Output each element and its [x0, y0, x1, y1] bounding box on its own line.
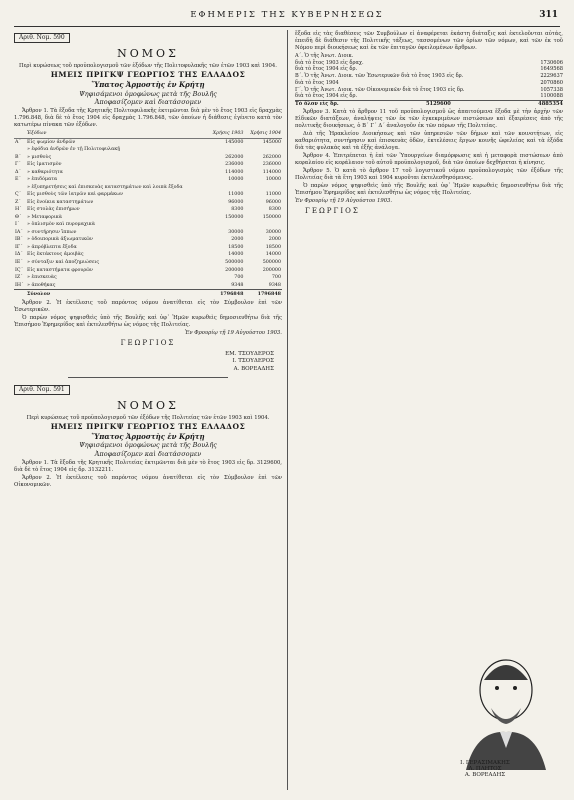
row-label: » ἐφόδια ἀνδρῶν ἐν τῇ Πολιτοφυλακῇ: [27, 147, 121, 153]
budget-row: [14, 229, 282, 237]
calc-row-value: 1057338: [540, 86, 563, 93]
row-value-1903: 2000: [231, 237, 244, 243]
header-col-1904: Χρήσις 1904: [244, 131, 282, 139]
row-value-1903: [207, 222, 245, 230]
row-code: Α´: [15, 139, 21, 145]
article-2: Ἄρθρον 2. Ἡ ἐκτέλεσις τοῦ παρόντος νόμου ἀνατίθεται εἰς τὸν Σύμβουλον ἐπὶ τῶν Οἰκονομικῶν.: [14, 474, 282, 488]
row-code: ΙΓ´: [15, 244, 23, 250]
calc-row-label: Γ´. Ὁ τῆς Ἀνωτ. Διοικ. τῶν Οἰκονομικῶν διὰ τὸ ἔτος 1903 εἰς δρ.: [295, 86, 465, 93]
vote-line: Ψηφισάμενοι ὁμοφώνως μετὰ τῆς Βουλῆς: [79, 441, 217, 450]
closing-formula: Ὁ παρὼν νόμος ψηφισθεὶς ὑπὸ τῆς Βουλῆς καὶ ὑφ᾽ Ἡμῶν κυρωθεὶς δημοσιευθήτω διὰ τῆς Ἐπισήμου Ἐφημερίδος καὶ ἐκτελεσθήτω ὡς νόμος τῆς Πολιτείας.: [295, 182, 563, 196]
gazette-title: ΕΦΗΜΕΡΙΣ ΤΗΣ ΚΥΒΕΡΝΗΣΕΩΣ: [190, 10, 384, 20]
header-col-1903: Χρήσις 1903: [207, 131, 245, 139]
budget-row: [14, 162, 282, 170]
calc-total-1903: 5129600: [426, 100, 451, 107]
row-label: » ἐπιδόματα: [27, 177, 58, 183]
cosigner: Α. ΒΟΡΕΑΔΗΣ: [464, 772, 506, 778]
row-value-1904: [244, 184, 282, 192]
row-value-1903: 200000: [225, 267, 244, 273]
budget-table-header: [14, 131, 282, 139]
royal-signature: ΓΕΩΡΓΙΟΣ: [305, 206, 360, 215]
row-value-1903: 145000: [225, 139, 244, 145]
row-value-1903: [207, 184, 245, 192]
column-divider: [287, 30, 288, 790]
row-value-1903: 700: [234, 275, 244, 281]
row-code: ΙΗ´: [15, 282, 24, 288]
row-value-1904: 8300: [268, 207, 281, 213]
row-code: Θ´: [15, 214, 22, 220]
row-value-1903: 11000: [228, 192, 244, 198]
budget-row: [14, 252, 282, 260]
row-label: Εἰς ἐνοίκια καταστημάτων: [27, 199, 94, 205]
article-4: Ἄρθρον 4. Ἐπιτρέπεται ἡ ἐπὶ τῶν Ὑπουργείων διαμόρφωσις καὶ ἡ μεταφορὰ πιστώσεων ἀπὸ κεφαλαίου εἰς κεφάλαιον τοῦ αὐτοῦ προϋπολογισμοῦ, διὰ τῶν ὁποίων δεχθήσεται ἡ κίνησις.: [295, 152, 563, 166]
row-label: » σύνταξιν καὶ ἀποζημιώσεις: [27, 260, 100, 265]
row-value-1904: 150000: [262, 214, 281, 220]
row-value-1903: 500000: [225, 260, 244, 265]
row-label: Εἰς μισθοὺς τῶν ἰατρῶν καὶ φαρμάκων: [27, 192, 123, 198]
law-subtitle: Περὶ κυρώσεως τοῦ προϋπολογισμοῦ τῶν ἐξόδων τῆς Πολιτοφυλακῆς τῶν ἐτῶν 1903 καὶ 1904.: [19, 63, 277, 70]
law-subtitle: Περὶ κυρώσεως τοῦ προϋπολογισμοῦ τῶν ἐξόδων τῆς Πολιτείας τῶν ἐτῶν 1903 καὶ 1904.: [26, 415, 270, 422]
row-value-1904: 236000: [262, 162, 281, 168]
portrait-illustration: [456, 640, 556, 770]
row-code: [14, 147, 26, 155]
row-value-1903: 236000: [225, 162, 244, 168]
row-value-1904: 14000: [265, 252, 281, 258]
row-value-1904: 10000: [265, 177, 281, 183]
expense-calculation: [295, 53, 563, 108]
cosigners: [420, 760, 550, 778]
article-1: Ἄρθρον 1. Τὰ ἔξοδα τῆς Κρητικῆς Πολιτοφυλακῆς ἐκτιμῶνται διὰ μὲν τὸ ἔτος 1903 εἰς δραχμὰς 1.796.848, διὰ δὲ τὸ ἔτος 1904 εἰς δραχμὰς 1.796.848, τῶν ὁποίων ἡ διάθεσις ἐγένετο κατὰ τὸν κατωτέρω πίνακα τῶν ἐξόδων.: [14, 107, 282, 128]
calc-row-label: Β´. Ὁ τῆς Ἀνωτ. Διοικ. τῶν Ἐσωτερικῶν διὰ τὸ ἔτος 1903 εἰς δρ.: [295, 73, 464, 80]
row-value-1903: 262000: [225, 154, 244, 160]
row-code: ΙΑ´: [15, 229, 23, 235]
closing-formula: Ὁ παρὼν νόμος ψηφισθεὶς ὑπὸ τῆς Βουλῆς καὶ ὑφ᾽ Ἡμῶν κυρωθεὶς δημοσιευθήτω διὰ τῆς Ἐπισήμου Ἐφημερίδος καὶ ἐκτελεσθήτω ὡς νόμος τῆς Πολιτείας.: [14, 314, 282, 328]
total-label: Σύνολον: [26, 290, 207, 298]
row-label: Εἰς ἱματισμὸν: [27, 162, 62, 168]
act-separator: [68, 377, 229, 378]
row-label: » ἀποθήκας: [27, 282, 56, 288]
calc-row-label: διὰ τὸ ἔτος 1904 εἰς δρ.: [295, 93, 358, 100]
calc-total-1904: 4885354: [538, 100, 563, 107]
row-code: Ε´: [15, 177, 21, 183]
row-value-1903: 10000: [228, 177, 244, 183]
row-value-1903: 96000: [228, 199, 244, 205]
row-code: ΙϚ´: [15, 267, 23, 273]
issuer-role: Ὕπατος Ἁρμοστὴς ἐν Κρήτῃ: [91, 80, 205, 90]
budget-row: [14, 267, 282, 275]
row-label: » καθαριότητα: [27, 169, 63, 175]
row-value-1904: 18500: [265, 244, 281, 250]
calc-total-label: Τὸ ὅλον εἰς δρ.: [295, 100, 339, 107]
row-value-1903: 150000: [225, 214, 244, 220]
cosigner: Ι. ΤΣΟΥΔΕΡΟΣ: [232, 358, 274, 365]
budget-row: [14, 244, 282, 252]
page-header: [0, 10, 574, 26]
cosigners: [14, 351, 274, 373]
calc-row: [295, 93, 563, 100]
budget-row: [14, 169, 282, 177]
cosigner: Λ. ΠΛΗΤΟΣ: [468, 766, 502, 772]
row-value-1904: 145000: [262, 139, 281, 145]
decree-line: Ἀποφασίζομεν καὶ διατάσσομεν: [94, 98, 202, 107]
vote-line: Ψηφισάμενοι ὁμοφώνως μετὰ τῆς Βουλῆς: [79, 89, 217, 98]
row-label: » ἐξυπηρετήσεις καὶ ἐπισκευὰς καταστημάτων καὶ λοιπὰ ἔξοδα: [27, 184, 183, 190]
page-number: 311: [539, 10, 558, 20]
calc-row-label: διὰ τὸ ἔτος 1904 εἰς δρ.: [295, 66, 358, 73]
row-code: [14, 184, 26, 192]
row-value-1904: [244, 147, 282, 155]
row-value-1903: 18500: [228, 244, 244, 250]
header-label: Ἐξόδων: [26, 131, 207, 139]
row-label: Εἰς στολὰς ἐπισήμων: [27, 207, 80, 213]
article-1: Ἄρθρον 1. Τὰ ἔξοδα τῆς Κρητικῆς Πολιτείας ἐκτιμῶνται διὰ μὲν τὸ ἔτος 1903 εἰς δρ. 3129600, διὰ δὲ τὸ ἔτος 1904 εἰς δρ. 3132211.: [14, 459, 282, 473]
law-heading: ΝΟΜΟΣ: [117, 398, 179, 412]
row-value-1903: 8300: [231, 207, 244, 213]
calc-row-label: διὰ τὸ ἔτος 1904: [295, 79, 339, 86]
row-value-1904: 96000: [265, 199, 281, 205]
act-number: Αριθ. Νομ. 590: [14, 33, 70, 43]
budget-row: [14, 199, 282, 207]
row-label: Εἰς ψωμίον ἀνδρῶν: [27, 139, 76, 145]
row-label: Εἰς ἐκτάκτους ἀμοιβὰς: [27, 252, 84, 258]
budget-row: [14, 147, 282, 155]
row-value-1904: 2000: [268, 237, 281, 243]
continuation-text: ἔξοδα εἰς τὰς διαθέσεις τῶν Συμβούλων εἰ ἀναφέρεται ἐκάστη διάταξις καὶ ἐκτελοῦνται αὐτάς, ἐπειδὴ δὲ διάθεσιν τῆς Πολιτικῆς τάξεως, τασσομένων τῶν ὁρίων τῶν νόμων, καὶ τῶν ἐκ τοῦ Νόμου περὶ διοικήσεως καὶ ἐκ τῶν ἐπιταγῶν ὀφειλομένων ἄρθρων.: [295, 31, 563, 51]
row-value-1904: 700: [271, 275, 281, 281]
issuer-line: ΗΜΕΙΣ ΠΡΙΓΚΨ ΓΕΩΡΓΙΟΣ ΤΗΣ ΕΛΛΑΔΟΣ: [50, 70, 246, 80]
place-date: Ἐν Φρουρίῳ τῇ 19 Αὐγούστου 1903.: [184, 329, 282, 336]
row-code: ΙΒ´: [15, 237, 23, 243]
calc-total-row: [295, 100, 563, 108]
issuer-role: Ὕπατος Ἁρμοστὴς ἐν Κρήτῃ: [91, 432, 205, 442]
total-1904: 1796848: [244, 290, 282, 298]
budget-row: [14, 139, 282, 147]
header-rule: [14, 26, 560, 27]
row-code: ΙΔ´: [15, 252, 23, 258]
row-value-1903: [207, 147, 245, 155]
row-code: Δ´: [15, 169, 21, 175]
calc-row-value: 1100088: [540, 93, 563, 100]
budget-row: [14, 274, 282, 282]
row-code: Η´: [15, 207, 22, 213]
row-code: ΙΖ´: [15, 275, 23, 281]
cosigner: Α. ΒΟΡΕΑΔΗΣ: [233, 365, 274, 372]
calc-row-label: διὰ τὸ ἔτος 1903 εἰς δραχ.: [295, 59, 364, 66]
row-value-1903: 114000: [225, 169, 244, 175]
row-value-1903: 30000: [228, 229, 244, 235]
row-label: » ἀπρόβλεπτα ἔξοδα: [27, 244, 77, 250]
calc-row: [295, 80, 563, 87]
row-label: » μισθοὺς: [27, 154, 52, 160]
row-label: » Μεταφορικὰ: [27, 214, 62, 220]
row-value-1903: 14000: [228, 252, 244, 258]
calc-row-value: 2229637: [540, 73, 563, 80]
row-value-1903: 9348: [231, 282, 244, 288]
calc-row-value: 1730606: [540, 59, 563, 66]
budget-row: [14, 154, 282, 162]
royal-signature: ΓΕΩΡΓΙΟΣ: [120, 338, 176, 347]
budget-rows: [14, 139, 282, 290]
calc-rows: [295, 60, 563, 100]
budget-row: [14, 192, 282, 200]
cosigner: ΕΜ. ΤΣΟΥΔΕΡΟΣ: [225, 351, 274, 358]
budget-row: [14, 282, 282, 290]
row-value-1904: 500000: [262, 260, 281, 265]
issuer-line: ΗΜΕΙΣ ΠΡΙΓΚΨ ΓΕΩΡΓΙΟΣ ΤΗΣ ΕΛΛΑΔΟΣ: [50, 422, 246, 432]
budget-row: [14, 177, 282, 185]
paragraph: Διὰ τῆς Ἡρακλείου Διοικήσεως καὶ τῶν ὑπηρεσιῶν τῶν δήμων καὶ τῶν κοινοτήτων, εἰς καθαριότητα, συντήρησιν καὶ ἐπισκευὰς ὁδῶν, ἐκτελέσεις ἔργων κοινῆς ὠφελείας καὶ τὰ ἐξόδα διὰ τὰς φυλακὰς καὶ τὰ ἐξῆς ἀνάλογα.: [295, 130, 563, 151]
row-value-1904: 11000: [265, 192, 281, 198]
budget-row: [14, 259, 282, 267]
row-label: » ἐπισκευὰς: [27, 275, 57, 281]
budget-table: [14, 131, 282, 298]
calc-header: Α´. Ὁ τῆς Ἀνωτ. Διοικ.: [295, 52, 354, 59]
calc-row: [295, 73, 563, 80]
decree-line: Ἀποφασίζομεν καὶ διατάσσομεν: [94, 450, 202, 458]
row-value-1904: 9348: [268, 282, 281, 288]
article-5: Ἄρθρον 5. Ὁ κατὰ τὸ ἄρθρον 17 τοῦ λογιστικοῦ νόμου προϋπολογισμὸς τῶν ἐξόδων τῆς Πολιτείας διὰ τὰ ἔτη 1903 καὶ 1904 κυροῦται ἐκτελεσθησόμενος.: [295, 167, 563, 181]
row-code: Β´: [15, 154, 21, 160]
row-code: Ζ´: [15, 199, 21, 205]
row-value-1904: 30000: [265, 229, 281, 235]
left-column: [14, 30, 282, 790]
budget-row: [14, 222, 282, 230]
article-2: Ἄρθρον 2. Ἡ ἐκτέλεσις τοῦ παρόντος νόμου ἀνατίθεται εἰς τὸν Σύμβουλον ἐπὶ τῶν Ἐσωτερικῶν.: [14, 299, 282, 313]
calc-row-value: 2070860: [540, 79, 563, 86]
article-3: Ἄρθρον 3. Κατὰ τὸ ἄρθρον 11 τοῦ προϋπολογισμοῦ ὡς ἀπαιτούμενα ἔξοδα μὲ τὴν ἀρχὴν τῶν Εἰδικῶν διατάξεων, ἀναλήψεις τῶν ἐκ τῶν ἐγκεκριμένων πιστώσεων καὶ ἐξαιρέσεις ἀπὸ τῆς πολιτικῆς διοικήσεως, ὁ Β´ Γ´ Δ´ ἀναλογοῦν ἐκ τῶν πόρων τῆς Πολιτείας.: [295, 108, 563, 129]
cosigner: Ι. ΓΕΡΑΣΙΜΑΚΗΣ: [460, 760, 510, 766]
row-label: » ὁδοιπορικὰ ἀξιωματικῶν: [27, 237, 93, 243]
budget-row: [14, 214, 282, 222]
row-code: Ι´: [15, 222, 20, 228]
total-1903: 1796848: [207, 290, 245, 298]
row-value-1904: 262000: [262, 154, 281, 160]
row-value-1904: 200000: [262, 267, 281, 273]
row-label: » συντήρησιν ἵππων: [27, 229, 77, 235]
row-value-1904: [244, 222, 282, 230]
budget-row: [14, 207, 282, 215]
act-number: Αριθ. Νομ. 591: [14, 385, 70, 395]
place-date: Ἐν Φρουρίῳ τῇ 19 Αὐγούστου 1903.: [295, 197, 393, 204]
row-code: ΙΕ´: [15, 260, 23, 265]
budget-row: [14, 184, 282, 192]
row-code: Γ´: [15, 162, 21, 168]
budget-row: [14, 237, 282, 245]
budget-total-row: [14, 290, 282, 298]
row-code: Ϛ´: [15, 192, 22, 198]
row-value-1904: 114000: [262, 169, 281, 175]
row-label: » ὁπλισμὸν καὶ πυρομαχικὰ: [27, 222, 95, 228]
calc-row-value: 1649568: [540, 66, 563, 73]
row-label: Εἰς καταστήματα φρουρῶν: [27, 267, 93, 273]
law-heading: ΝΟΜΟΣ: [117, 46, 179, 60]
